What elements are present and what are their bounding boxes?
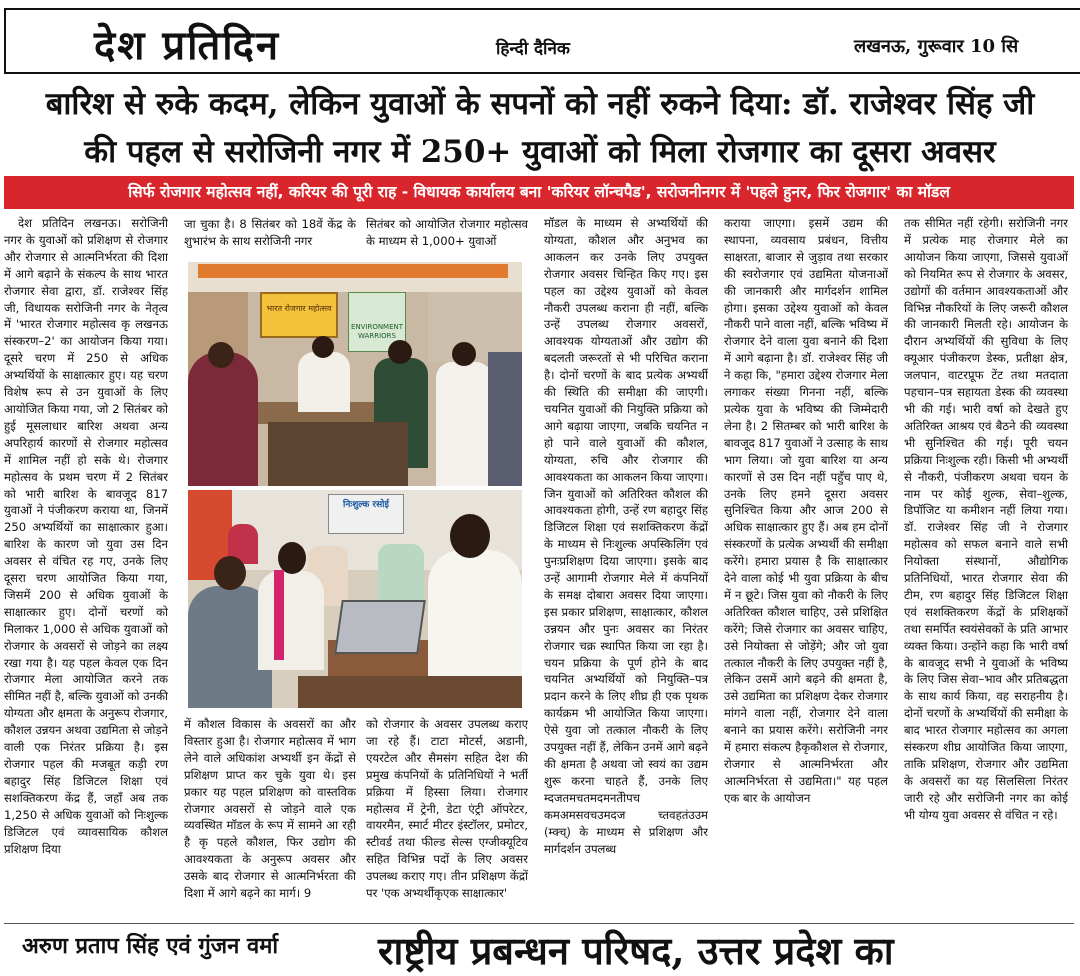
next-article-headline: राष्ट्रीय प्रबन्धन परिषद, उत्तर प्रदेश का	[378, 928, 894, 973]
byline: अरुण प्रताप सिंह एवं गुंजन वर्मा	[22, 933, 279, 959]
article-column-1	[4, 215, 168, 927]
banner-sign-right: ENVIRONMENT WARRIORS	[348, 292, 406, 352]
subheadline-banner: सिर्फ रोजगार महोत्सव नहीं, करियर की पूरी राह - विधायक कार्यालय बना 'करियर लॉन्चपैड', सरोजनीनगर में 'पहले हुनर, फिर रोजगार' का मॉडल	[4, 176, 1074, 209]
column-2-bottom-text: में कौशल विकास के अवसरों का और विस्तार हुआ है। रोजगार महोत्सव में भाग लेने वाले अधिकांश अभ्यर्थी इन केंद्रों से प्रशिक्षण प्राप्त कर चुके युवा थे। इस प्रकार यह पहल प्रशिक्षण को वास्तविक रोजगार अवसरों से जोड़ने वाले एक व्यवस्थित मॉडल के रूप में सामने आ रही है कृ पहले कौशल, फिर उद्योग की आवश्यकता के अनुरूप अवसर और उसके बाद रोजगार से आत्मनिर्भरता की दिशा में आगे बढ़ने का मार्ग। 9	[184, 717, 356, 901]
masthead	[4, 8, 1080, 74]
newspaper-subtitle: हिन्दी दैनिक	[496, 39, 570, 59]
article-column-2-bottom	[184, 716, 356, 926]
banner-sign-left: भारत रोजगार महोत्सव	[260, 292, 338, 338]
article-column-3-bottom	[366, 716, 528, 926]
article-column-3-top	[366, 216, 528, 252]
newspaper-title: देश प्रतिदिन	[94, 22, 281, 69]
column-1-text: देश प्रतिदिन लखनऊ। सरोजिनी नगर के युवाओं को प्रशिक्षण से रोजगार और रोजगार से आत्मनिर्भरता की दिशा में आगे बढ़ाने के संकल्प के साथ भारत रोजगार सेवा द्वारा, डॉ. राजेश्वर सिंह जी, विधायक सरोजिनी नगर के नेतृत्व में 'भारत रोजगार महोत्सव कृ लखनऊ संस्करण–2' का आयोजन किया गया। दूसरे चरण में 250 से अधिक अभ्यर्थियों के साक्षात्कार हुए। यह चरण विशेष रूप से उन युवाओं के लिए आयोजित किया गया, जो 2 सितंबर को हुई मूसलाधार बारिश अथवा अन्य अपरिहार्य कारणों से रोजगार महोत्सव में शामिल नहीं हो सके थे। रोजगार महोत्सव के प्रथम चरण में 2 सितंबर को भारी बारिश के बावजूद 817 युवाओं ने पंजीकरण कराया था, जिनमें 250 अभ्यर्थियों का साक्षात्कार हुआ। बारिश के कारण जो युवा उस दिन अवसर से वंचित रह गए, उनके लिए दूसरा चरण आयोजित किया गया, जिसमें 200 से अधिक युवाओं के साक्षात्कार हुए। दोनों चरणों को मिलाकर 1,000 से अधिक युवाओं को रोजगार के अवसरों से जोड़ने का लक्ष्य रखा गया है। यह पहल केवल एक दिन रोजगार मेला आयोजित करने तक सीमित नहीं है, बल्कि युवाओं को उनकी योग्यता और क्षमता के अनुरूप रोजगार, कौशल उन्नयन अथवा उद्यमिता से जोड़ने वाली एक निरंतर प्रक्रिया है। इस रोजगार पहल की मजबूत कड़ी रण बहादुर सिंह डिजिटल शिक्षा एवं सशक्तिकरण केंद्र हैं, जहाँ अब तक 1,250 से अधिक युवाओं को निःशुल्क डिजिटल एवं व्यावसायिक कौशल प्रशिक्षण दिया	[4, 216, 168, 856]
headline-line-1: बारिश से रुके कदम, लेकिन युवाओं के सपनों को नहीं रुकने दिया: डॉ. राजेश्वर सिंह जी	[45, 86, 1035, 122]
article-column-4	[544, 215, 708, 927]
column-4-text: मॉडल के माध्यम से अभ्यर्थियों की योग्यता, कौशल और अनुभव का आकलन कर उनके लिए उपयुक्त रोजगार अवसर चिन्हित किए गए। इस पहल का उद्देश्य युवाओं को केवल नौकरी उपलब्ध कराना ही नहीं, बल्कि उन्हें उपलब्ध रोजगार अवसरों, आवश्यक योग्यताओं और उद्योग की बदलती जरूरतों से भी परिचित कराना है। दोनों चरणों के बाद प्रत्येक अभ्यर्थी की स्थिति की समीक्षा की जाएगी। चयनित युवाओं की नियुक्ति प्रक्रिया को आगे बढ़ाया जाएगा, जबकि चयनित न हो पाने वाले युवाओं की कौशल, योग्यता, रुचि और रोजगार की आवश्यकता का आकलन किया जाएगा। जिन युवाओं को अतिरिक्त कौशल की आवश्यकता होगी, उन्हें रण बहादुर सिंह डिजिटल शिक्षा एवं सशक्तिकरण केंद्रों के माध्यम से निःशुल्क अपस्किलिंग एवं पुनःप्रशिक्षण दिया जाएगा। इसके बाद उन्हें आगामी रोजगार मेले में कंपनियों के समक्ष दोबारा अवसर दिया जाएगा। इस प्रकार प्रशिक्षण, साक्षात्कार, कौशल उन्नयन और पुनः अवसर का निरंतर रोजगार चक्र स्थापित किया जा रहा है। चयन प्रक्रिया के पूर्ण होने के बाद चयनित अभ्यर्थियों को नियुक्ति–पत्र प्रदान करने के लिए शीघ्र ही एक पृथक कार्यक्रम भी आयोजित किया जाएगा। ऐसे युवा जो तत्काल नौकरी के लिए उपयुक्त नहीं हैं, लेकिन उनमें आगे बढ़ने की क्षमता है अथवा जो स्वयं का उद्यम शुरू करना चाहते हैं, उनके लिए म्दजतमचतमदमनतेीपच कमअमसवचउमदज च्तवहतंउउम (म्क्च्) के माध्यम से प्रशिक्षण और मार्गदर्शन उपलब्ध	[544, 216, 708, 856]
event-photo-interview	[188, 490, 522, 708]
free-kitchen-sign: निःशुल्क रसोई	[328, 494, 404, 534]
headline-line-2: की पहल से सरोजिनी नगर में 250+ युवाओं को मिला रोजगार का दूसरा अवसर	[84, 134, 996, 170]
column-5-text: कराया जाएगा। इसमें उद्यम की स्थापना, व्यवसाय प्रबंधन, वित्तीय साक्षरता, बाजार से जुड़ाव तथा सरकार की स्वरोजगार एवं उद्यमिता योजनाओं की जानकारी और मार्गदर्शन शामिल होगा। इसका उद्देश्य युवाओं को केवल नौकरी पाने वाला नहीं, बल्कि भविष्य में रोजगार देने वाला युवा बनाने की दिशा में आगे बढ़ाना है। डॉ. राजेश्वर सिंह जी ने कहा कि, "हमारा उद्देश्य रोजगार मेला लगाकर संख्या गिनना नहीं, बल्कि प्रत्येक युवा के भविष्य की जिम्मेदारी लेना है। 2 सितम्बर को भारी बारिश के बावजूद 817 युवाओं ने उत्साह के साथ भाग लिया। जो युवा बारिश या अन्य कारणों से उस दिन नहीं पहुँच पाए थे, उनके लिए हमने दूसरा अवसर सुनिश्चित किया और आज 200 से अधिक साक्षात्कार हुए हैं। अब हम दोनों संस्करणों के प्रत्येक अभ्यर्थी की समीक्षा करेंगे। हमारा प्रयास है कि साक्षात्कार देने वाला कोई भी युवा प्रक्रिया के बीच में न छूटे। जिस युवा को नौकरी के लिए अतिरिक्त कौशल चाहिए, उसे प्रशिक्षित करेंगे; जिसे रोजगार का अवसर चाहिए, उसे नियोक्ता से जोड़ेंगे; और जो युवा तत्काल नौकरी के लिए उपयुक्त नहीं है, लेकिन उसमें आगे बढ़ने की क्षमता है, उसे उद्यमिता का प्रशिक्षण देकर रोजगार मांगने वाला नहीं, रोजगार देने वाला बनाने का प्रयास करेंगे। सरोजिनी नगर में हमारा संकल्प हैकृकौशल से रोजगार, रोजगार से आत्मनिर्भरता और आत्मनिर्भरता से उद्यमिता।" यह पहल एक बार के आयोजन	[724, 216, 888, 805]
column-3-bottom-text: को रोजगार के अवसर उपलब्ध कराए जा रहे हैं। टाटा मोटर्स, अडानी, एयरटेल और सैमसंग सहित देश की प्रमुख कंपनियों के प्रतिनिधियों ने भर्ती प्रक्रिया में हिस्सा लिया। रोजगार महोत्सव में ट्रेनी, डेटा एंट्री ऑपरेटर, वायरमैन, स्मार्ट मीटर इंस्टॉलर, प्रमोटर, स्टीवर्ड तथा फील्ड सेल्स एग्जीक्यूटिव सहित विभिन्न पदों के लिए अवसर उपलब्ध कराए गए। तीन प्रशिक्षण केंद्रों पर 'एक अभ्यर्थीकृएक साक्षात्कार'	[366, 717, 528, 901]
column-6-text: तक सीमित नहीं रहेगी। सरोजिनी नगर में प्रत्येक माह रोजगार मेले का आयोजन किया जाएगा, जिससे युवाओं को नियमित रूप से रोजगार के अवसर, उद्योगों की वर्तमान आवश्यकताओं और विभिन्न नौकरियों के लिए जरूरी कौशल की जानकारी मिलती रहे। आयोजन के दौरान अभ्यर्थियों की सुविधा के लिए क्यूआर पंजीकरण डेस्क, प्रतीक्षा क्षेत्र, जलपान, वाटरप्रूफ टेंट तथा मतदाता पहचान–पत्र सहायता डेस्क की व्यवस्था भी की गई। भारी वर्षा को देखते हुए अतिरिक्त आश्रय एवं बैठने की व्यवस्था भी सुनिश्चित की गई। पूरी चयन प्रक्रिया निःशुल्क रही। किसी भी अभ्यर्थी से नौकरी, पंजीकरण अथवा चयन के नाम पर कोई शुल्क, सेवा–शुल्क, डिपॉजिट या कमीशन नहीं लिया गया। डॉ. राजेश्वर सिंह जी ने रोजगार महोत्सव को सफल बनाने वाले सभी नियोक्ता संस्थानों, औद्योगिक प्रतिनिधियों, भारत रोजगार सेवा की टीम, रण बहादुर सिंह डिजिटल शिक्षा एवं सशक्तिकरण केंद्रों के प्रशिक्षकों तथा समर्पित स्वयंसेवकों के प्रति आभार व्यक्त किया। उन्होंने कहा कि भारी वर्षा के बावजूद सभी ने युवाओं के भविष्य के लिए जिस सेवा–भाव और प्रतिबद्धता के साथ कार्य किया, वह सराहनीय है। दोनों चरणों के अभ्यर्थियों की समीक्षा के बाद भारत रोजगार महोत्सव का अगला संस्करण शीघ्र आयोजित किया जाएगा, ताकि प्रशिक्षण, रोजगार और उद्यमिता के अवसरों का यह सिलसिला निरंतर जारी रहे और सरोजिनी नगर का कोई भी योग्य युवा अवसर से वंचित न रहे।	[904, 216, 1068, 822]
article-column-6	[904, 215, 1068, 927]
article-column-5	[724, 215, 888, 927]
event-photo-office	[188, 262, 522, 486]
column-3-top-text: सितंबर को आयोजित रोजगार महोत्सव के माध्यम से 1,000+ युवाओं	[366, 217, 528, 248]
dateline: लखनऊ, गुरूवार 10 सि	[854, 36, 1019, 57]
column-2-top-text: जा चुका है। 8 सितंबर को 18वें केंद्र के शुभारंभ के साथ सरोजिनी नगर	[184, 217, 356, 248]
article-column-2-top	[184, 216, 356, 252]
